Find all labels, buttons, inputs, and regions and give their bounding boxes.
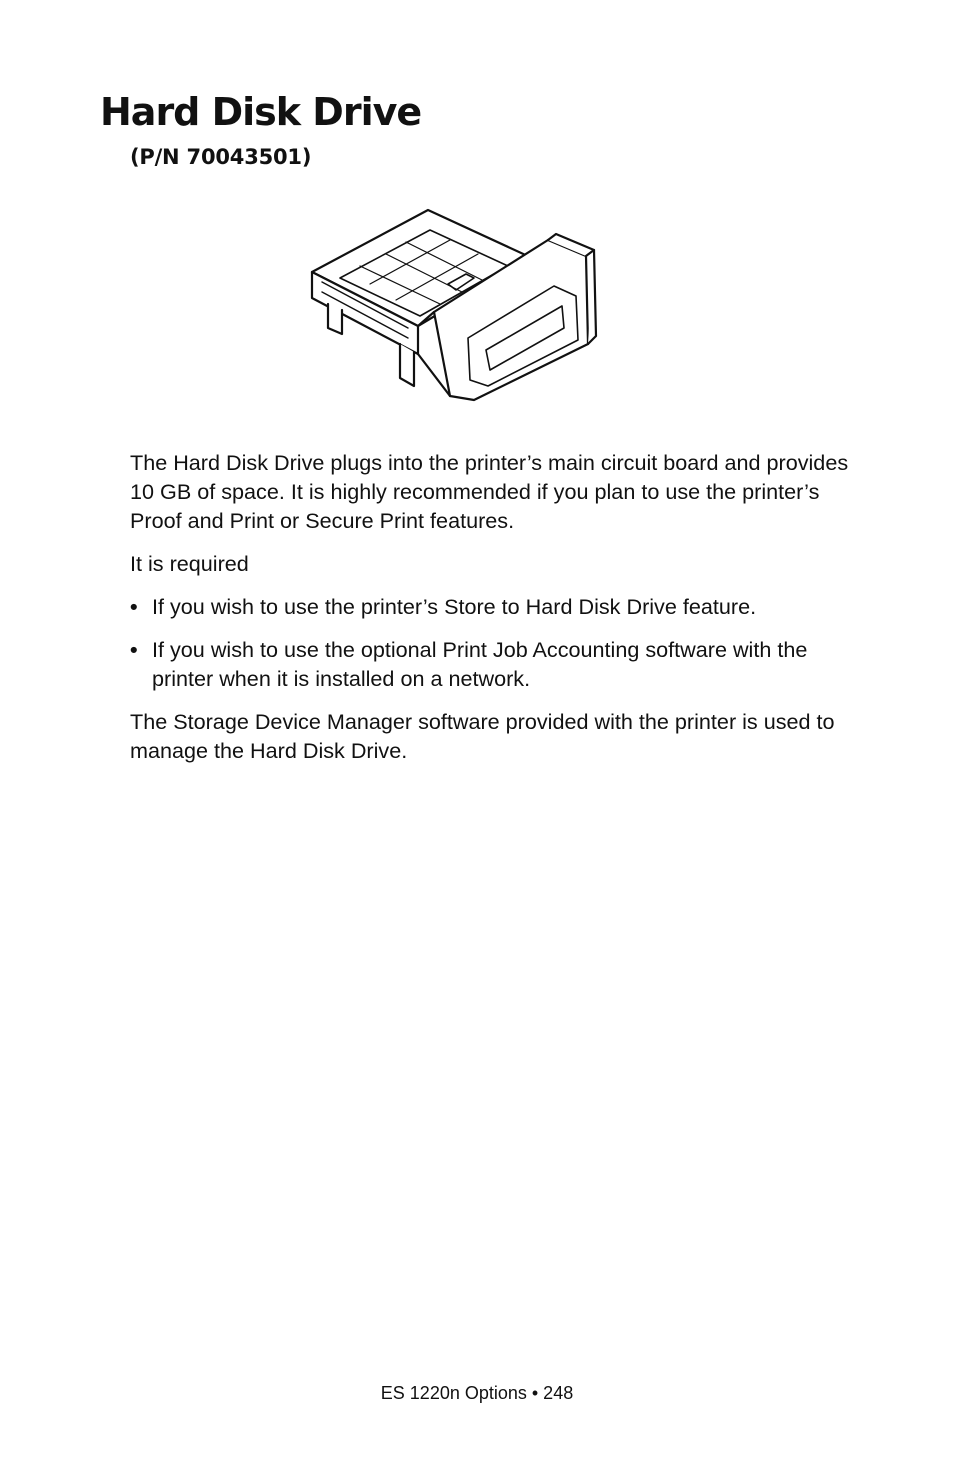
intro-paragraph: The Hard Disk Drive plugs into the printer’s main circuit board and provides 10 GB of space. It is highly recommended if you plan to use the printer’s Proof and Print or Secure Print features. xyxy=(130,450,849,533)
bullet-marker: • xyxy=(130,594,138,619)
hard-disk-drive-figure xyxy=(300,200,600,410)
list-item xyxy=(130,592,870,621)
list-item xyxy=(130,635,870,693)
bullet-marker: • xyxy=(130,637,138,662)
part-number: (P/N 70043501) xyxy=(130,145,312,169)
required-lead: It is required xyxy=(130,551,249,576)
page-title: Hard Disk Drive xyxy=(100,90,422,134)
closing-paragraph: The Storage Device Manager software provided with the printer is used to manage the Hard Disk Drive. xyxy=(130,709,835,763)
hard-disk-drive-icon xyxy=(300,200,600,410)
list-item-text: If you wish to use the printer’s Store to Hard Disk Drive feature. xyxy=(152,594,757,619)
list-item-text: If you wish to use the optional Print Job Accounting software with the printer when it is installed on a network. xyxy=(152,637,808,691)
body-content xyxy=(130,448,870,779)
page-footer: ES 1220n Options • 248 xyxy=(380,1383,574,1403)
requirements-list xyxy=(130,592,870,693)
